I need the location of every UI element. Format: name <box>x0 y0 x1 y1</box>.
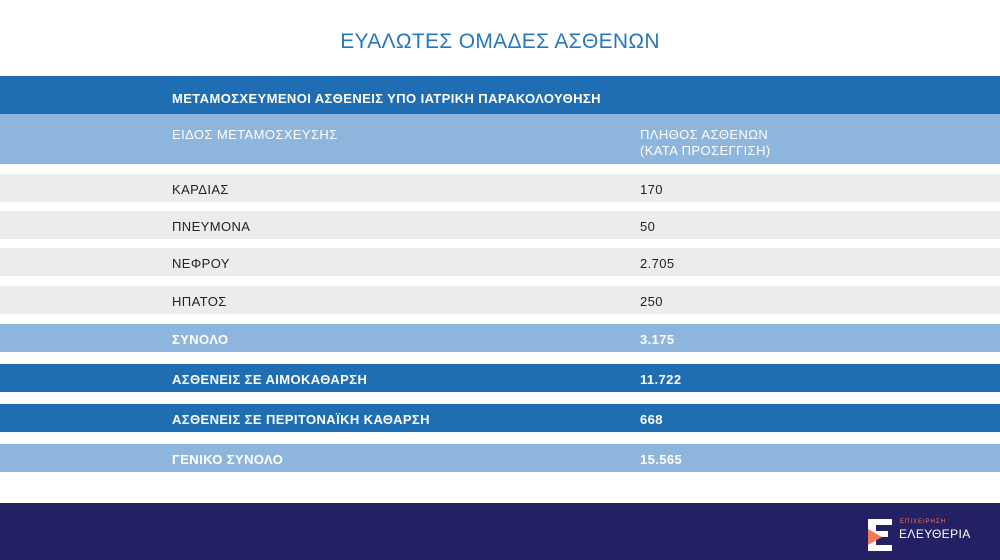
table-row <box>0 211 1000 239</box>
peritoneal-label: ΑΣΘΕΝΕΙΣ ΣΕ ΠΕΡΙΤΟΝΑΪΚΗ ΚΑΘΑΡΣΗ <box>172 412 430 427</box>
hemodialysis-value: 11.722 <box>640 372 682 387</box>
table-row <box>0 286 1000 314</box>
peritoneal-value: 668 <box>640 412 663 427</box>
table-row <box>0 248 1000 276</box>
section-header <box>0 76 1000 114</box>
grand-total-value: 15.565 <box>640 452 683 467</box>
column-header-count-line1: ΠΛΗΘΟΣ ΑΣΘΕΝΩΝ <box>640 127 769 142</box>
section-header-label: ΜΕΤΑΜΟΣΧΕΥΜΕΝΟΙ ΑΣΘΕΝΕΙΣ ΥΠΟ ΙΑΤΡΙΚΗ ΠΑΡΑΚΟΛΟΥΘΗΣΗ <box>172 91 601 106</box>
page-title: ΕΥΑΛΩΤΕΣ ΟΜΑΔΕΣ ΑΣΘΕΝΩΝ <box>340 30 660 53</box>
row-label: ΚΑΡΔΙΑΣ <box>172 182 229 197</box>
row-label: ΝΕΦΡΟΥ <box>172 256 230 271</box>
grand-total-label: ΓΕΝΙΚΟ ΣΥΝΟΛΟ <box>172 452 284 467</box>
logo-subtitle: ΕΠΙΧΕΙΡΗΣΗ <box>900 519 947 525</box>
subtotal-value: 3.175 <box>640 332 675 347</box>
column-header-type: ΕΙΔΟΣ ΜΕΤΑΜΟΣΧΕΥΣΗΣ <box>172 127 338 142</box>
row-value: 170 <box>640 182 663 197</box>
row-value: 50 <box>640 219 656 234</box>
column-header-row <box>0 114 1000 164</box>
column-header-count <box>640 127 771 159</box>
column-header-count-line2: (ΚΑΤΑ ΠΡΟΣΕΓΓΙΣΗ) <box>640 143 771 158</box>
row-value: 250 <box>640 294 663 309</box>
row-label: ΗΠΑΤΟΣ <box>172 294 227 309</box>
subtotal-row <box>0 324 1000 352</box>
table-row <box>0 174 1000 202</box>
grand-total-row <box>0 444 1000 472</box>
party-logo-icon <box>866 517 894 553</box>
hemodialysis-row <box>0 364 1000 392</box>
logo-wordmark: ΕΛΕΥΘΕΡΙΑ <box>899 527 971 541</box>
footer-band <box>0 503 1000 560</box>
row-value: 2.705 <box>640 256 675 271</box>
subtotal-label: ΣΥΝΟΛΟ <box>172 332 229 347</box>
hemodialysis-label: ΑΣΘΕΝΕΙΣ ΣΕ ΑΙΜΟΚΑΘΑΡΣΗ <box>172 372 368 387</box>
peritoneal-row <box>0 404 1000 432</box>
row-label: ΠΝΕΥΜΟΝΑ <box>172 219 251 234</box>
